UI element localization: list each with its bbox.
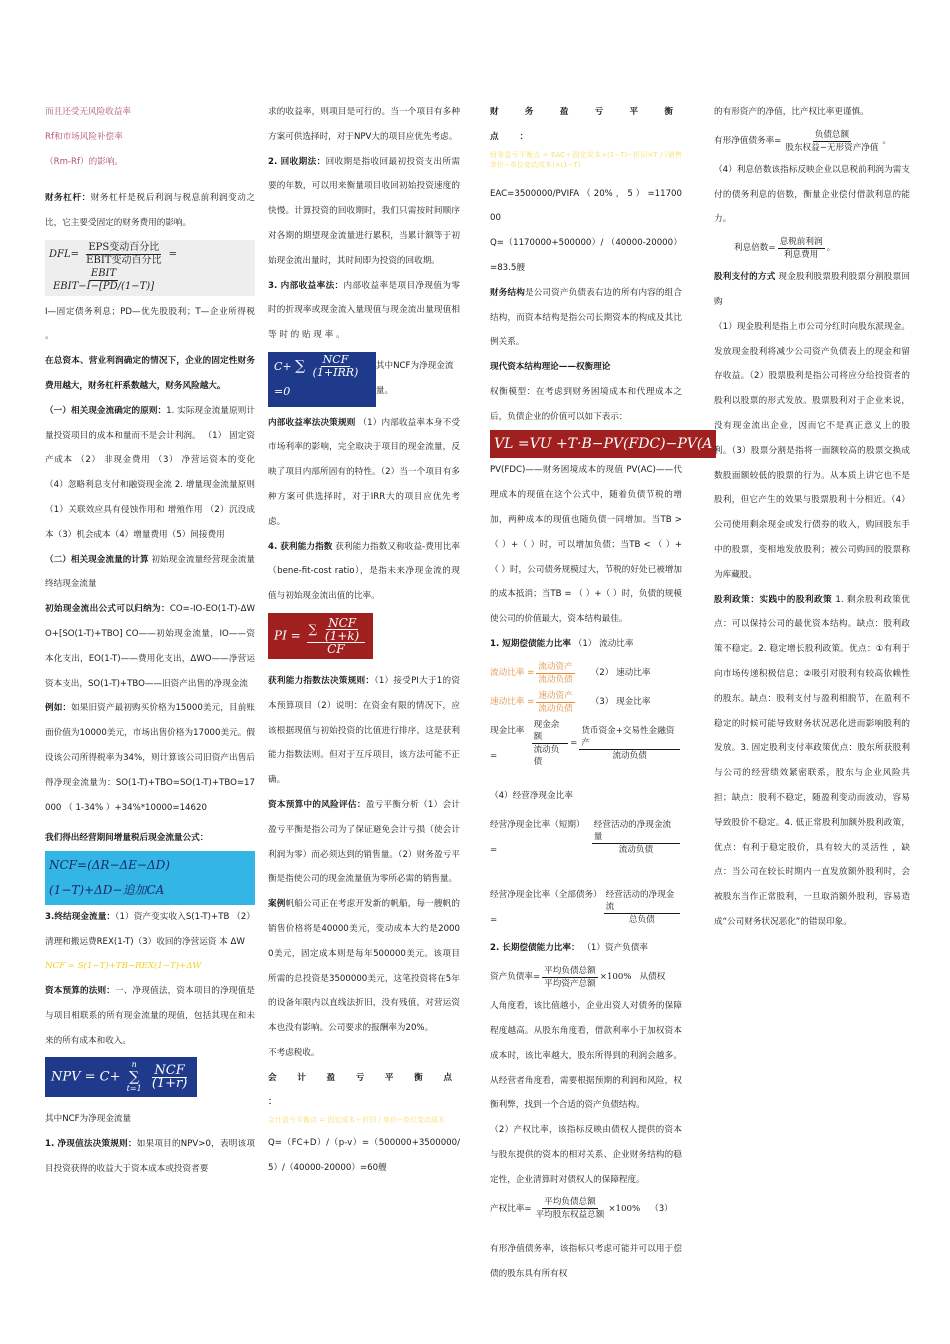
column-4 <box>714 100 910 935</box>
quick-ratio-formula: 速动比率 = $\frac{\text{速动资产}}{\text{流动负债}}$ （3） 现金比率 <box>490 690 651 714</box>
text-p1: 而且还受无风险收益率 <box>45 107 131 117</box>
equity-ratio-formula: 产权比率= $\frac{\text{平均负债总额}}{\text{平均股东权益总额}}$ ×100% （3） <box>490 1197 673 1221</box>
pi-rule: 获利能力指数法决策规则：（1）接受PI大于1的资本预算项目（2）说明：在资金有限的情况下，应该根据现值与初始投资的比值进行排序，这是获利能力指数法则。但对于互斥项目，该方法可能不正确。 <box>268 675 460 786</box>
interest-coverage-formula: 利息倍数= $\frac{\text{息税前利润}}{\text{利息费用}}$ 。 <box>734 237 836 261</box>
dividend-methods-para: 股利支付的方式 现金股利股票股利股票分割股票回购 <box>714 272 910 307</box>
text-rf-market: Rf和市场风险补偿率 <box>45 131 123 142</box>
ncf-formula: NCF=(ΔR−ΔE−ΔD)(1−T)+ΔD−追加CA <box>45 851 255 905</box>
vl-formula: VL =VU +T·B−PV(FDC)−PV(A <box>490 430 690 459</box>
npv-rule: 1. 净现值法决策规则：如果项目的NPV>0，表明该项目投资获得的收益大于资本成本或投资者要 <box>45 1139 255 1175</box>
financial-breakeven-title: 财 务 盈 亏 平 衡 点 ： <box>490 107 682 142</box>
column-3 <box>490 100 713 1287</box>
example-para: 例如：如果旧资产最初购买价格为15000美元，目前账面价值为10000美元，市场出售价格为17000美元。假设该公司所得税率为34%，则计算该公司旧资产出售后得净现金流量为：SO(1-T)+TBO=SO(1-T)+TBO=17000 （ 1-34% ）+34%*10000=14620 <box>45 703 255 813</box>
current-ratio-formula: 流动比率 = $\frac{\text{流动资产}}{\text{流动负债}}$ （2） 速动比率 <box>490 661 651 685</box>
short-ratio-title: 1. 短期偿债能力比率 （1） 流动比率 <box>490 638 634 649</box>
accounting-breakeven-title: 会 计 盈 亏 平 衡 点 ： <box>268 1072 460 1108</box>
structure-para: 财务结构是公司资产负债表右边的所有内容的组合结构，而资本结构是指公司长期资本的构成及其比例关系。 <box>490 287 682 348</box>
cashflow-calculation: （二）相关现金流量的计算 初始现金流量经营现金流量终结现金流量 <box>45 554 255 590</box>
accounting-breakeven-formula: Q=（FC+D）/（p-v）=（500000+3500000/5）/（40000-20000）=60艘 <box>268 1138 460 1174</box>
financial-leverage-para: 财务杠杆：财务杠杆是税后利润与税息前利润变动之比，它主要受固定的财务费用的影响。 <box>45 193 255 229</box>
financial-breakeven-faded: 财务盈亏平衡点 = EAC＋固定成本×(1−T)−折旧×T / (销售单价−单位变动成本)×(1−T) <box>490 150 682 169</box>
dfl-formula: DFL= $\frac{\text{EPS变动百分比}}{\text{EBIT变动百分比}}$ = $\frac{\text{EBIT}}{\text{EBIT−I−[PD/(1−T)]}}$ <box>45 240 255 296</box>
pv-fdc-para: PV(FDC)——财务困境成本的现值 PV(AC)——代理成本的现值在这个公式中，随着负债节税的增加，两种成本的现值也随负债一同增加。当TB > （ ）+（ ）时，可以增加负债；当TB < （ ）+（ ）时，公司债务规模过大，节税的好处已被增加的成本抵消；当TB = （ ）+（ ）时，负债的规模使公司的价值最大，资本结构最佳。 <box>490 465 682 625</box>
debt-ratio-formula: 资产负债率= $\frac{\text{平均负债总额}}{\text{平均资产总额}}$ ×100% 从债权 <box>490 966 666 990</box>
risk-para: 资本预算中的风险评估：盈亏平衡分析（1）会计盈亏平衡是指公司为了保证避免会计亏损（使会计利润为零）而必须达到的销售量。（2）财务盈亏平衡是指使公司的现金流量值为零所必需的销售量。 <box>268 799 460 885</box>
irr-formula: C+ ∑ $\frac{\text{NCF}}{\text{(1+IRR)}}$ =0 其中NCF为净现金流量。 <box>268 352 460 407</box>
equity-ratio-intro: （2）产权比率，该指标反映由债权人提供的资本与股东提供的资本的相对关系、企业财务结构的稳定性，企业清算时对债权人的保障程度。 <box>490 1125 682 1185</box>
leverage-bold: 在总资本、营业利润确定的情况下，企业的固定性财务费用越大，财务杠杆系数越大，财务风险越大。 <box>45 356 255 391</box>
debt-ratio-body: 人角度看，该比值越小，企业出资人对债务的保障程度越高。从股东角度看，借款利率小于加权资本成本时，该比率越大，股东所得到的利润会越多。从经营者角度看，需要根据预期的利润和风险，权衡利弊，找到一个合适的资产负债结构。 <box>490 1001 682 1111</box>
operating-cash-title: （4）经营净现金比率 <box>490 791 573 802</box>
initial-cashflow: 初始现金流出公式可以归纳为：CO=-IO-EO(1-T)-ΔWO+[SO(1-T)+TBO] CO——初始现金流量，IO——资本化支出，EO(1-T)——费用化支出，ΔWO——净营运资本支出，SO(1-T)+TBO——旧资产出售的净现金流 <box>45 604 255 689</box>
ncf-title: 我们得出经营期间增量税后现金流量公式： <box>45 833 209 844</box>
pi-formula: PI = ∑ $\frac{\text{NCF}}{(1+k)}$ CF <box>268 613 460 659</box>
cash-ratio-formula: 现金比率= $\frac{\text{现金余额}}{\text{流动负债}}$ = $\frac{\text{货币资金+交易性金融资产}}{\text{流动负债}}$ <box>490 719 682 769</box>
npv-formula: NPV = C+ n ∑ t=1 $\frac{\text{NCF}}{(1+r)}$ <box>45 1057 255 1097</box>
column-2 <box>268 100 460 1181</box>
interest-coverage-para: （4）利息倍数该指标反映企业以息税前利润为需支付的债务利息的倍数，衡量企业偿付借款利息的能力。 <box>714 164 910 225</box>
npv-note: 其中NCF为净现金流量 <box>45 1114 132 1125</box>
irr-rule: 内部收益率法决策规则 （1）内部收益率本身不受市场利率的影响，完全取决于项目的现金流量，反映了项目内部所固有的特性。（2）当一个项目有多种方案可供选择时，对于IRR大的项目应优先考虑。 <box>268 417 460 527</box>
operating-cash-all-formula: 经营净现金比率（全部债务）= $\frac{\text{经营活动的净现金流}}{\text{总负债}}$ <box>490 883 682 933</box>
text-rm-rf: （Rm-Rf）的影响。 <box>45 156 124 167</box>
npv-continued: 求的收益率，则项目是可行的。当一个项目有多种方案可供选择时，对于NPV大的项目应优先考虑。 <box>268 107 460 142</box>
q-line: Q=（1170000+500000）/ （40000-20000） =83.5艘 <box>490 238 682 273</box>
eac-line: EAC=3500000/PVIFA （ 20% ， 5 ） =1170000 <box>490 188 682 224</box>
tangible-debt-formula: 有形净值债务率= $\frac{\text{负债总额}}{\text{股东权益−无形资产净值}}$ 。 <box>714 129 892 153</box>
modern-theory-body: 权衡模型：在考虑到财务困境成本和代理成本之后，负债企业的价值可以如下表示： <box>490 386 682 422</box>
cashflow-principles: （一）相关现金流确定的原则：1. 实际现金流量原则计量投资项目的成本和量而不是会计利润。 （1） 固定资产成本 （2） 非现金费用 （3） 净营运资本的变化 （4）忽略利息支付和融资现金流 2. 增量现金流量原则 （1）关联效应具有侵蚀作用和 增殖作用 （2）沉没成本（3）机会成本（4）增量费用（5）间接费用 <box>45 405 255 540</box>
irr-note: 其中NCF为净现金流量。 <box>375 361 454 397</box>
text-rf <box>45 100 255 125</box>
pi-para: 4. 获利能力指数 获利能力指数又称收益-费用比率（bene-fit-cost ratio），是指未来净现金流的现值与初始现金流出值的比率。 <box>268 541 460 602</box>
operating-cash-short-formula: 经营净现金比率（短期）= $\frac{\text{经营活动的净现金流量}}{\text{流动负债}}$ <box>490 813 682 863</box>
terminal-cashflow: 3.终结现金流量：（1）资产变实收入S(1-T)+TB （2）清理和搬运费REX(1-T)（3）收回的净营运资 本 ΔW <box>45 911 255 947</box>
irr-para: 3. 内部收益率法：内部收益率是项目净现值为零时的折现率或现金流入量现值与现金流出量现值相 等 时 的 贴 现 率 。 <box>268 280 460 341</box>
modern-theory-title: 现代资本结构理论——权衡理论 <box>490 362 611 373</box>
case-tax: 不考虑税收。 <box>268 1047 320 1058</box>
capital-budget-rules: 资本预算的法则：一、净现值法，资本项目的净现值是与项目相联系的所有现金流量的现值，包括其现在和未来的所有成本和收入。 <box>45 986 255 1046</box>
tangible-continued: 的有形资产的净值，比产权比率更谨慎。 <box>714 107 869 117</box>
tangible-debt-para: 有形净值债务率，该指标只考虑可能并可以用于偿债的股东具有所有权 <box>490 1244 682 1280</box>
accounting-breakeven-faded: 会计盈亏平衡点 = 固定成本＋折旧 / 单价−单位变动成本 <box>268 1116 445 1125</box>
long-ratio-title: 2. 长期偿债能力比率： （1）资产负债率 <box>490 943 648 954</box>
dividend-details: （1）现金股利是指上市公司分红时向股东派现金。发放现金股利将减少公司资产负债表上的现金和留存收益。（2）股票股利是指公司将应分给投资者的股利以股票的形式发放。股票股利对于企业来说，没有现金流出企业，因而它不是真正意义上的股利。（3）股票分割是指将一面额较高的股票交换成数股面额较低的股票的行为。从本质上讲它也不是股利，但它产生的效果与股票股利十分相近。（4）公司使用剩余现金或发行债券的收入，购回股东手中的股票，变相地发放股利；被公司购回的股票称为库藏股。 <box>714 321 910 580</box>
case-para: 案例帆船公司正在考虑开发新的帆船，每一艘帆的销售价格将是40000美元，变动成本大约是20000美元，固定成本则是每年500000美元。该项目所需的总投资是3500000美元，这笔投资将在5年的设备年限内以直线法折旧，没有残值，对营运资本也没有影响。公司要求的报酬率为20%。 <box>268 899 460 1034</box>
terminal-formula: NCF = S(1−T)+TB−REX(1−T)+ΔW <box>45 961 202 972</box>
leverage-note: I—固定债务利息；PD—优先股股利；T—企业所得税 。 <box>45 306 255 342</box>
column-1 <box>45 100 255 1182</box>
payback-para: 2. 回收期法：回收期是指收回最初投资支出所需要的年数，可以用来衡量项目收回初始投资速度的快慢。计算投资的回收期时，我们只需按时间顺序对各期的期望现金流量进行累积，当累计额等于初始现金流出量时，其时间即为投资的回收期。 <box>268 156 460 266</box>
dividend-policy: 股利政策：实践中的股利政策 1. 剩余股利政策优点：可以保持公司的最优资本结构。缺点：股利政策不稳定。2. 稳定增长股利政策。优点：①有利于向市场传递积极信息；②吸引对股利有较高依赖性的股东。缺点：股利支付与盈利相脱节，在盈利不稳定的时候可能导致财务状况恶化进而影响股利的发放。3. 固定股利支付率政策优点：股东所获股利与公司的经营绩效紧密联系，股东与企业风险共担；缺点：股利不稳定，随盈利变动而波动，容易导致股价不稳定。4. 低正常股利加额外股利政策，优点：有利于稳定股价，具有较大的灵活性 ，缺点：当公司在较长时期内一直发放额外股利时，会被股东当作正常股利，一旦取消额外股利，容易造成“公司财务状况恶化”的错误印象。 <box>714 594 910 927</box>
